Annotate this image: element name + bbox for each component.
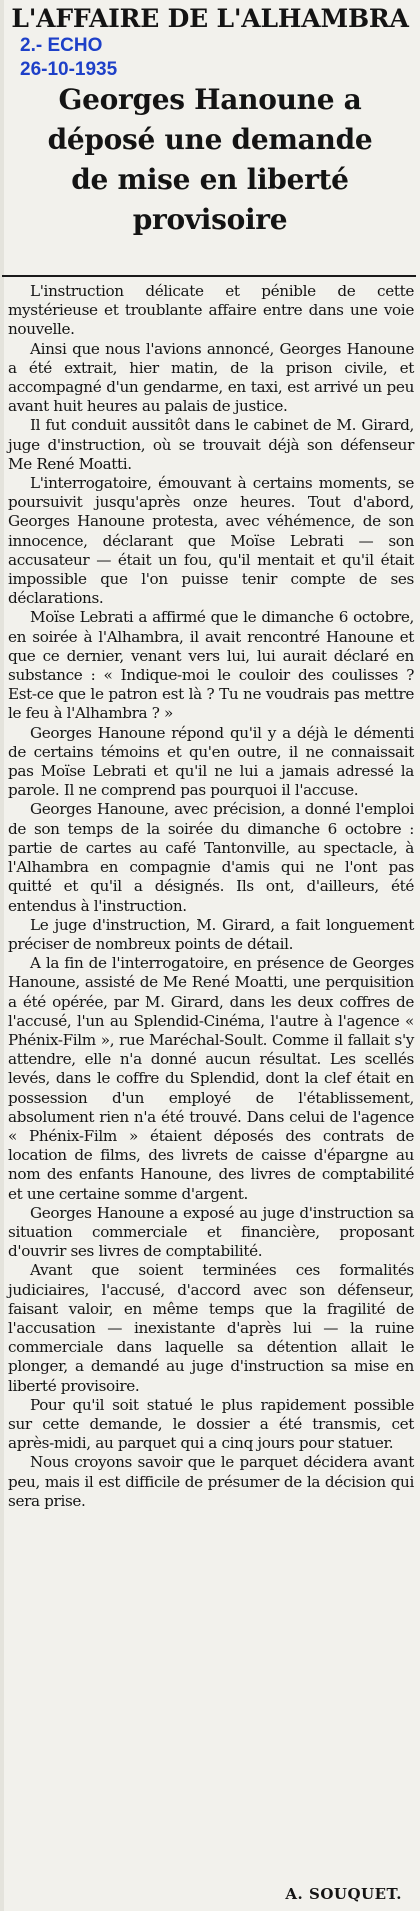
article-paragraph: Le juge d'instruction, M. Girard, a fait longuement préciser de nombreux points de détail.: [8, 915, 414, 953]
byline: A. SOUQUET.: [285, 1885, 402, 1903]
article-paragraph: L'interrogatoire, émouvant à certains moments, se poursuivit jusqu'après onze heures. Tout d'abord, Georges Hanoune protesta, avec véhémence, de son innocence, déclarant que Moïse Lebrati — son accusateur — était un fou, qu'il mentait et qu'il était impossible que l'on puisse tenir compte de ses déclarations.: [8, 474, 414, 608]
article-paragraph: A la fin de l'interrogatoire, en présence de Georges Hanoune, assisté de Me René Moatti, une perquisition a été opérée, par M. Girard, dans les deux coffres de l'accusé, l'un au Splendid-Cinéma, l'autre à l'agence « Phénix-Film », rue Maréchal-Soult. Comme il fallait s'y attendre, elle n'a donné aucun résultat. Les scellés levés, dans le coffre du Splendid, dont la clef était en possession d'un employé de l'établissement, absolument rien n'a été trouvé. Dans celui de l'agence « Phénix-Film » étaient déposés des contrats de location de films, des livrets de caisse d'épargne au nom des enfants Hanoune, des livres de comptabilité et une certaine somme d'argent.: [8, 954, 414, 1203]
date-stamp: 26-10-1935: [20, 59, 118, 80]
article-body: [8, 282, 414, 1511]
article-paragraph: Pour qu'il soit statué le plus rapidement possible sur cette demande, le dossier a été transmis, cet après-midi, au parquet qui a cinq jours pour statuer.: [8, 1395, 414, 1453]
article-paragraph: Avant que soient terminées ces formalités judiciaires, l'accusé, d'accord avec son défenseur, faisant valoir, en même temps que la fragilité de l'accusation — inexistante d'après lui — la ruine commerciale dans laquelle sa détention allait le plonger, a demandé au juge d'instruction sa mise en liberté provisoire.: [8, 1261, 414, 1395]
article-paragraph: Il fut conduit aussitôt dans le cabinet de M. Girard, juge d'instruction, où se trouvait déjà son défenseur Me René Moatti.: [8, 416, 414, 473]
article-paragraph: Ainsi que nous l'avions annoncé, Georges Hanoune a été extrait, hier matin, de la prison civile, et accompagné d'un gendarme, en taxi, est arrivé un peu avant huit heures au palais de justice.: [8, 339, 414, 416]
divider: [2, 275, 416, 277]
article-paragraph: L'instruction délicate et pénible de cette mystérieuse et troublante affaire entre dans une voie nouvelle.: [8, 282, 414, 339]
article-paragraph: Georges Hanoune répond qu'il y a déjà le démenti de certains témoins et qu'en outre, il ne connaissait pas Moïse Lebrati et qu'il ne lui a jamais adressé la parole. Il ne comprend pas pourquoi il l'accuse.: [8, 723, 414, 800]
article-paragraph: Nous croyons savoir que le parquet décidera avant peu, mais il est difficile de présumer de la décision qui sera prise.: [8, 1453, 414, 1510]
page-edge: [0, 0, 4, 1911]
section-kicker: L'AFFAIRE DE L'ALHAMBRA: [11, 4, 409, 33]
article-paragraph: Moïse Lebrati a affirmé que le dimanche 6 octobre, en soirée à l'Alhambra, il avait rencontré Hanoune et que ce dernier, venant vers lui, lui aurait déclaré en substance : « Indique-moi le couloir des coulisses ? Est-ce que le patron est là ? Tu ne voudrais pas mettre le feu à l'Alhambra ? »: [8, 608, 414, 723]
headline: Georges Hanoune a déposé une demande de mise en liberté provisoire: [47, 83, 373, 236]
source-stamp: 2.- ECHO: [20, 35, 103, 56]
article-paragraph: Georges Hanoune, avec précision, a donné l'emploi de son temps de la soirée du dimanche 6 octobre : partie de cartes au café Tantonville, au spectacle, à l'Alhambra en compagnie d'amis qui ne l'ont pas quitté et qu'il a désignés. Ils ont, d'ailleurs, été entendus à l'instruction.: [8, 800, 414, 915]
article-paragraph: Georges Hanoune a exposé au juge d'instruction sa situation commerciale et financière, proposant d'ouvrir ses livres de comptabilité.: [8, 1203, 414, 1261]
